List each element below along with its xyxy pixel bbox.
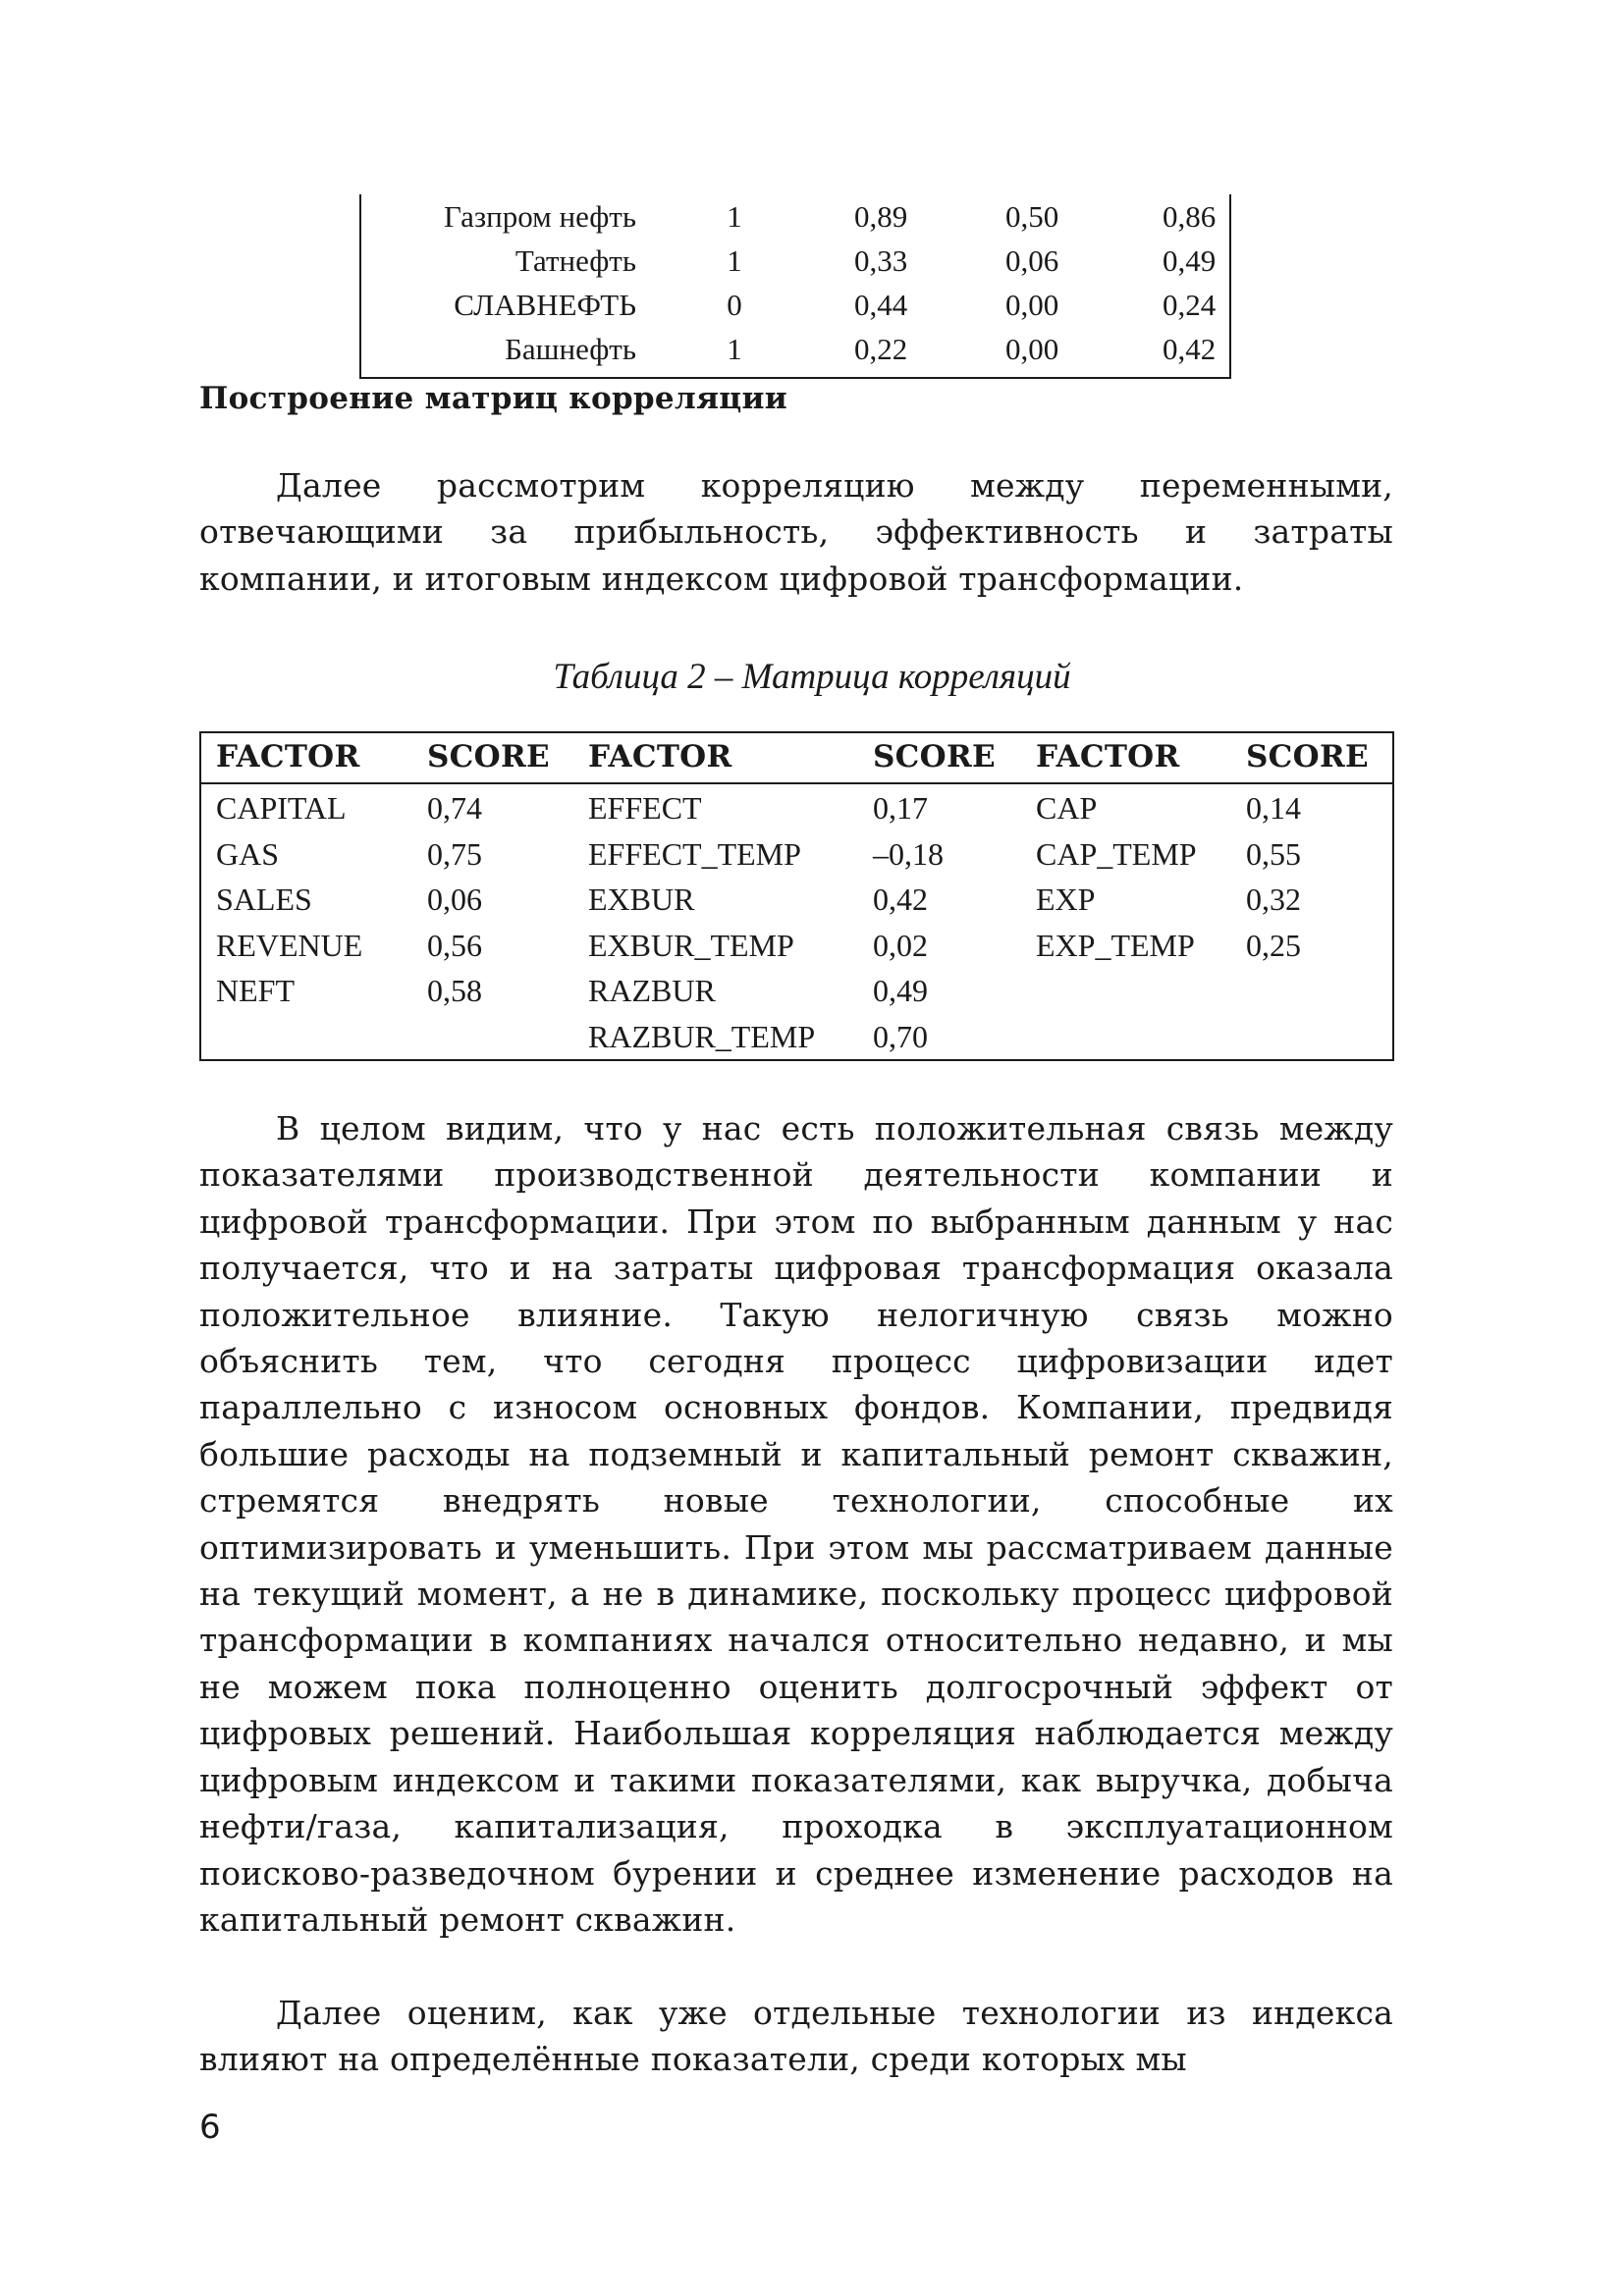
score-cell: 0,58	[427, 973, 482, 1008]
factor-header: FACTOR	[216, 739, 360, 774]
closing-paragraph	[199, 1990, 1393, 2083]
table-caption: Таблица 2 – Матрица корреляций	[553, 657, 1071, 697]
factor-cell: EFFECT	[588, 790, 702, 826]
value-cell: 0,06	[1005, 243, 1059, 278]
value-cell: 0,42	[1163, 332, 1217, 366]
score-cell: 0,49	[873, 973, 928, 1008]
intro-paragraph	[199, 462, 1393, 602]
factor-cell: GAS	[216, 835, 280, 872]
factor-cell: EXBUR	[588, 881, 695, 917]
table-row	[201, 876, 1392, 922]
score-cell: 0,55	[1246, 835, 1301, 872]
table-row	[201, 830, 1392, 877]
score-header: SCORE	[873, 739, 996, 774]
factor-cell: EXP_TEMP	[1036, 927, 1195, 963]
section-heading: Построение матриц корреляции	[199, 381, 788, 416]
score-header: SCORE	[1246, 739, 1369, 774]
company-name-cell: Башнефть	[505, 332, 636, 366]
company-name-cell: СЛАВНЕФТЬ	[454, 288, 636, 322]
score-cell: 0,42	[873, 881, 928, 917]
factor-cell: RAZBUR	[588, 973, 716, 1008]
score-cell: 0,74	[427, 790, 482, 826]
factor-cell: SALES	[216, 881, 312, 917]
score-cell: 0,17	[873, 790, 928, 826]
table-row	[361, 239, 1229, 283]
value-cell: 0,44	[854, 288, 908, 322]
company-name-cell: Татнефть	[514, 243, 636, 278]
page-number: 6	[199, 2108, 221, 2147]
correlation-table	[199, 731, 1394, 1061]
table-row	[201, 784, 1392, 830]
correlation-table-header	[201, 733, 1392, 784]
table-row	[361, 327, 1229, 371]
score-cell: 0,25	[1246, 927, 1301, 963]
body-paragraph	[199, 1105, 1393, 1943]
score-cell: 0,75	[427, 835, 482, 872]
table-row	[361, 194, 1229, 239]
score-cell: –0,18	[873, 835, 944, 872]
factor-header: FACTOR	[588, 739, 732, 774]
value-cell: 0,89	[854, 199, 908, 234]
factor-cell: CAP_TEMP	[1036, 835, 1197, 872]
value-cell: 0,33	[854, 243, 908, 278]
factor-cell: RAZBUR_TEMP	[588, 1018, 816, 1054]
closing-paragraph-text: Далее оценим, как уже отдельные технологии из индекса влияют на определённые показатели, среди которых мы	[199, 1994, 1393, 2079]
table-row	[201, 922, 1392, 968]
value-cell: 0,00	[1005, 332, 1059, 366]
intro-paragraph-text: Далее рассмотрим корреляцию между переменными, отвечающими за прибыльность, эффективность и затраты компании, и итоговым индексом цифровой трансформации.	[199, 466, 1393, 598]
continuation-table	[359, 194, 1231, 379]
value-cell: 1	[727, 243, 742, 278]
factor-cell: CAPITAL	[216, 790, 347, 826]
score-cell: 0,06	[427, 881, 482, 917]
value-cell: 1	[727, 332, 742, 366]
value-cell: 1	[727, 199, 742, 234]
factor-cell: NEFT	[216, 973, 295, 1008]
correlation-table-body	[201, 784, 1392, 1058]
table-row	[201, 1013, 1392, 1059]
factor-cell: EFFECT_TEMP	[588, 835, 801, 872]
company-name-cell: Газпром нефть	[443, 199, 636, 234]
score-header: SCORE	[427, 739, 550, 774]
value-cell: 0,86	[1163, 199, 1217, 234]
score-cell: 0,70	[873, 1018, 928, 1054]
continuation-table-body	[361, 194, 1229, 371]
value-cell: 0	[727, 288, 742, 322]
table-row	[201, 967, 1392, 1013]
body-paragraph-text: В целом видим, что у нас есть положительная связь между показателями производственной деятельности компании и цифровой трансформации. При этом по выбранным данным у нас получается, что и на затраты цифровая трансформация оказала положительное влияние. Такую нелогичную связь можно объяснить тем, что сегодня процесс цифровизации идет параллельно с износом основных фондов. Компании, предвидя большие расходы на подземный и капитальный ремонт скважин, стремятся внедрять новые технологии, способные их оптимизировать и уменьшить. При этом мы рассматриваем данные на текущий момент, а не в динамике, поскольку процесс цифровой трансформации в компаниях начался относительно недавно, и мы не можем пока полноценно оценить долгосрочный эффект от цифровых решений. Наибольшая корреляция наблюдается между цифровым индексом и такими показателями, как выручка, добыча нефти/газа, капитализация, проходка в эксплуатационном поисково-разведочном бурении и среднее изменение расходов на капитальный ремонт скважин.	[199, 1109, 1393, 1939]
table-row	[361, 283, 1229, 327]
score-cell: 0,56	[427, 927, 482, 963]
factor-cell: EXP	[1036, 881, 1096, 917]
value-cell: 0,49	[1163, 243, 1217, 278]
factor-cell: CAP	[1036, 790, 1098, 826]
value-cell: 0,00	[1005, 288, 1059, 322]
value-cell: 0,50	[1005, 199, 1059, 234]
value-cell: 0,22	[854, 332, 908, 366]
factor-cell: REVENUE	[216, 927, 363, 963]
factor-cell: EXBUR_TEMP	[588, 927, 794, 963]
factor-header: FACTOR	[1036, 739, 1180, 774]
score-cell: 0,32	[1246, 881, 1301, 917]
value-cell: 0,24	[1163, 288, 1217, 322]
score-cell: 0,02	[873, 927, 928, 963]
score-cell: 0,14	[1246, 790, 1301, 826]
